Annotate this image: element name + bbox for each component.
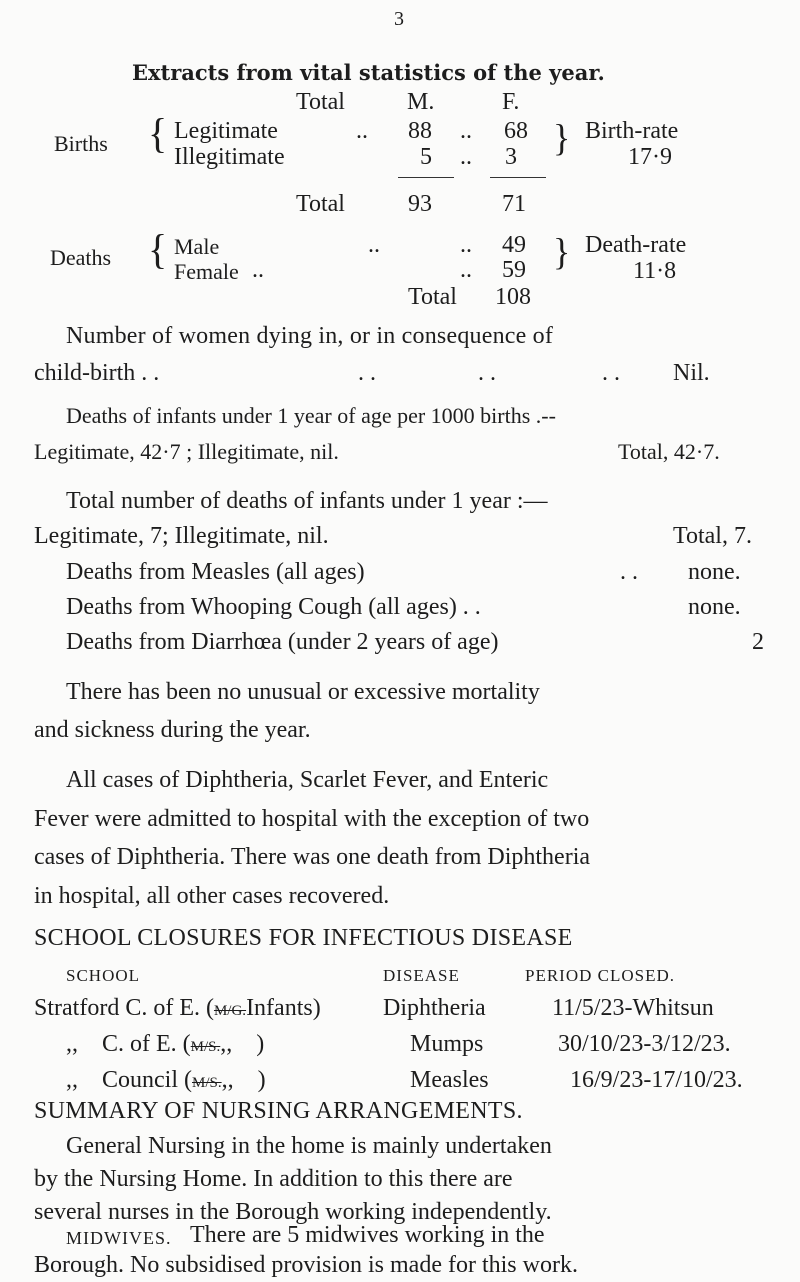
deaths-female-dots2: .. [460,257,472,283]
deaths-female-value: 59 [502,257,526,283]
closure-disease: Measles [410,1067,489,1093]
hospital-line4: in hospital, all other cases recovered. [34,883,390,909]
infant-total-line1: Total number of deaths of infants under 1 year :— [66,488,548,514]
births-total-f: 71 [502,191,526,217]
births-label: Births [54,131,108,156]
births-total-label: Total [296,191,345,217]
maternal-line1: Number of women dying in, or in consequence of [66,323,554,349]
measles-deaths-value: none. [688,559,741,585]
births-brace: { [148,109,168,158]
nursing-line5: Borough. No subsidised provision is made for this work. [34,1252,578,1278]
maternal-value: Nil. [673,360,710,386]
births-illegitimate-label: Illegitimate [174,144,285,170]
closure-school-name: Stratford C. of E. ( [34,995,214,1021]
births-header-f: F. [502,89,520,115]
deaths-female-label: Female [174,259,239,284]
deaths-brace: { [148,225,168,274]
page-number: 3 [394,8,404,30]
nursing-heading: SUMMARY OF NURSING ARRANGEMENTS. [34,1098,523,1124]
closure-disease: Mumps [410,1031,484,1057]
births-header-m: M. [407,89,435,115]
births-legitimate-label: Legitimate [174,118,278,144]
diarrhoea-deaths-value: 2 [752,629,764,655]
measles-deaths-dots: . . [620,559,638,585]
births-legitimate-dots2: .. [460,118,472,144]
closure-struck-mark: M/S. [192,1075,222,1091]
closure-period: 16/9/23-17/10/23. [570,1067,743,1093]
mortality-line2: and sickness during the year. [34,717,311,743]
closure-school-name: ,, C. of E. ( [66,1031,191,1057]
maternal-dots1: . . [358,360,376,386]
hospital-line2: Fever were admitted to hospital with the exception of two [34,806,590,832]
births-total-rule-m [398,177,454,178]
infant-total-line2-left: Legitimate, 7; Illegitimate, nil. [34,523,329,549]
mortality-line1: There has been no unusual or excessive mortality [66,679,540,705]
closure-disease: Diphtheria [383,995,486,1021]
closure-struck-mark: M/G. [213,1003,247,1019]
page-title: Extracts from vital statistics of the year. [132,60,605,85]
nursing-line4: There are 5 midwives working in the [190,1222,545,1248]
closure-school [66,1067,266,1094]
maternal-dots2: . . [478,360,496,386]
midwives-label: MIDWIVES. [66,1228,172,1248]
birth-rate-value: 17·9 [628,144,672,170]
hospital-line1: All cases of Diphtheria, Scarlet Fever, and Enteric [66,767,549,793]
whooping-cough-deaths-label: Deaths from Whooping Cough (all ages) . . [66,594,481,620]
death-rate-value: 11·8 [633,258,677,284]
infant-rate-line2-left: Legitimate, 42·7 ; Illegitimate, nil. [34,439,339,464]
deaths-male-value: 49 [502,232,526,258]
whooping-cough-deaths-value: none. [688,594,741,620]
nursing-line2: by the Nursing Home. In addition to this there are [34,1166,513,1192]
births-legitimate-dots: .. [356,118,368,144]
births-header-total: Total [296,89,345,115]
closure-school-tail: ,, ) [221,1067,266,1093]
deaths-male-label: Male [174,234,220,259]
maternal-dots3: . . [602,360,620,386]
births-legitimate-f: 68 [504,118,528,144]
births-illegitimate-dots2: .. [460,144,472,170]
births-legitimate-m: 88 [408,118,432,144]
infant-rate-line1: Deaths of infants under 1 year of age per 1000 births .-- [66,403,556,428]
hospital-line3: cases of Diphtheria. There was one death from Diphtheria [34,844,591,870]
closure-school-tail: ,, ) [220,1031,265,1057]
school-closures-heading: SCHOOL CLOSURES FOR INFECTIOUS DISEASE [34,925,573,951]
deaths-female-dots: .. [252,257,264,283]
col-period: PERIOD CLOSED. [525,966,676,985]
closure-school [66,1031,264,1058]
maternal-line2-label: child-birth . . [34,360,160,386]
births-illegitimate-m: 5 [420,144,432,170]
birth-rate-brace: } [553,117,571,159]
nursing-line3: several nurses in the Borough working independently. [34,1199,552,1225]
closure-struck-mark: M/S. [190,1039,221,1055]
deaths-total-value: 108 [495,284,531,310]
deaths-total-label: Total [408,284,457,310]
births-total-rule-f [490,177,546,178]
col-disease: DISEASE [383,966,460,985]
closure-period: 11/5/23-Whitsun [552,995,714,1021]
infant-total-line2-right: Total, 7. [673,523,752,549]
death-rate-brace: } [553,231,571,273]
nursing-line1: General Nursing in the home is mainly undertaken [66,1133,552,1159]
births-total-m: 93 [408,191,432,217]
closure-school-name: ,, Council ( [66,1067,192,1093]
deaths-label: Deaths [50,245,112,270]
death-rate-label: Death-rate [585,232,687,258]
infant-rate-line2-right: Total, 42·7. [618,439,720,464]
births-illegitimate-f: 3 [505,144,517,170]
deaths-male-dots: .. [368,232,380,258]
col-school: SCHOOL [66,966,141,985]
measles-deaths-label: Deaths from Measles (all ages) [66,559,365,585]
closure-school-tail: Infants) [246,995,321,1021]
birth-rate-label: Birth-rate [585,118,679,144]
closure-school [34,995,321,1022]
deaths-male-dots2: .. [460,232,472,258]
diarrhoea-deaths-label: Deaths from Diarrhœa (under 2 years of age) [66,629,499,655]
closure-period: 30/10/23-3/12/23. [558,1031,731,1057]
